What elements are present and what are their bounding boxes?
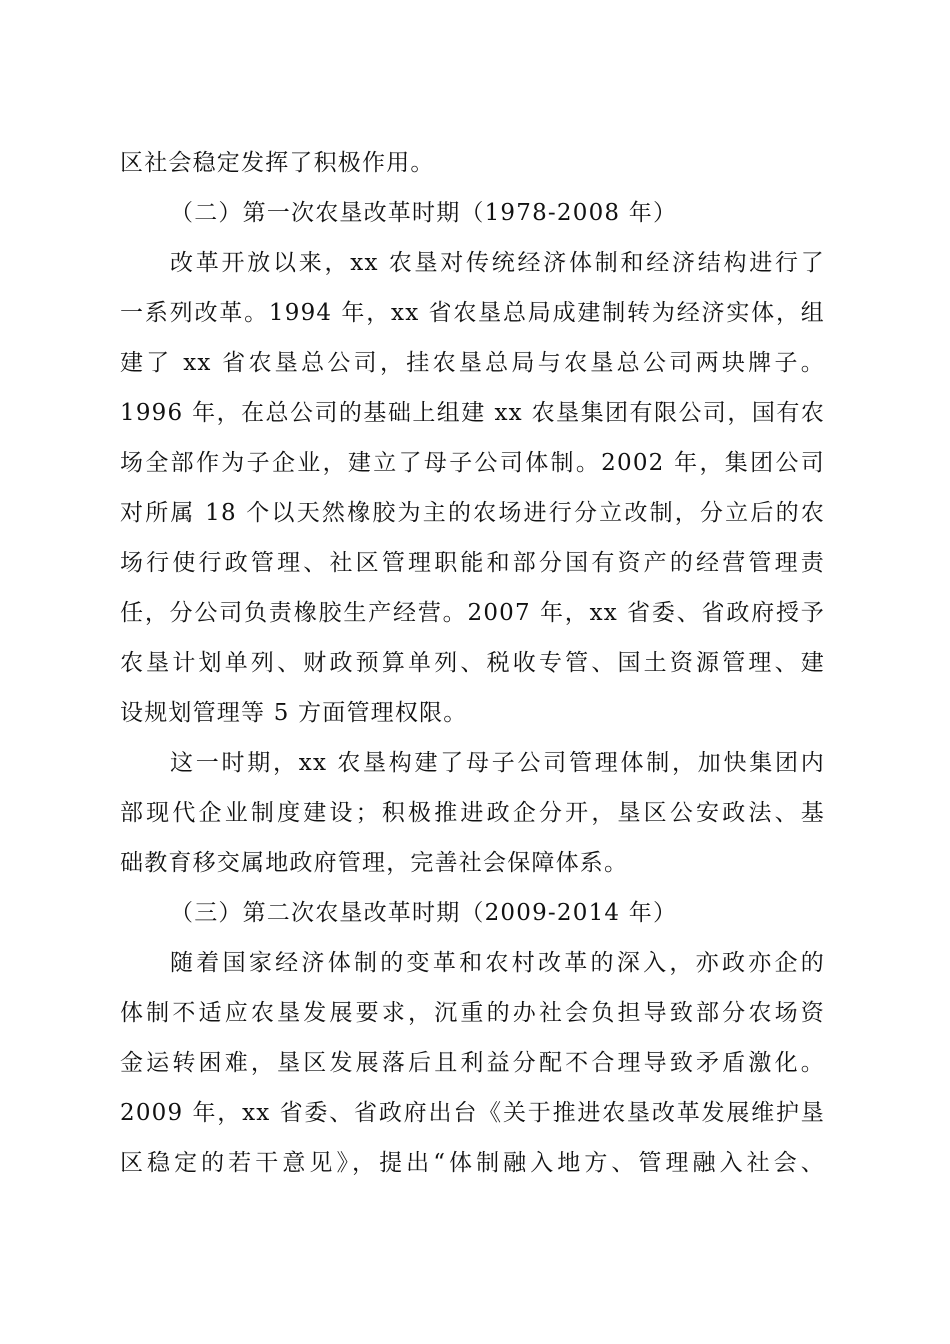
paragraph-line: 体制不适应农垦发展要求，沉重的办社会负担导致部分农场资 bbox=[120, 1000, 825, 1026]
paragraph-line: 础教育移交属地政府管理，完善社会保障体系。 bbox=[120, 850, 629, 876]
paragraph-line: 金运转困难，垦区发展落后且利益分配不合理导致矛盾激化。 bbox=[120, 1050, 825, 1076]
paragraph-line: 场行使行政管理、社区管理职能和部分国有资产的经营管理责 bbox=[120, 550, 825, 576]
paragraph-line: 建了 xx 省农垦总公司，挂农垦总局与农垦总公司两块牌子。 bbox=[120, 350, 825, 376]
paragraph-line: 区社会稳定发挥了积极作用。 bbox=[120, 150, 435, 176]
paragraph-line: 这一时期，xx 农垦构建了母子公司管理体制，加快集团内 bbox=[170, 750, 825, 776]
section-heading: （二）第一次农垦改革时期（1978-2008 年） bbox=[170, 200, 678, 226]
paragraph-line: 改革开放以来，xx 农垦对传统经济体制和经济结构进行了 bbox=[170, 250, 825, 276]
paragraph-line: 设规划管理等 5 方面管理权限。 bbox=[120, 700, 468, 726]
paragraph-line: 1996 年，在总公司的基础上组建 xx 农垦集团有限公司，国有农 bbox=[120, 400, 825, 426]
paragraph-line: 任，分公司负责橡胶生产经营。2007 年，xx 省委、省政府授予 bbox=[120, 600, 825, 626]
paragraph-line: 部现代企业制度建设；积极推进政企分开，垦区公安政法、基 bbox=[120, 800, 825, 826]
paragraph-line: 一系列改革。1994 年，xx 省农垦总局成建制转为经济实体，组 bbox=[120, 300, 825, 326]
paragraph-line: 农垦计划单列、财政预算单列、税收专管、国土资源管理、建 bbox=[120, 650, 825, 676]
section-heading: （三）第二次农垦改革时期（2009-2014 年） bbox=[170, 900, 678, 926]
paragraph-line: 对所属 18 个以天然橡胶为主的农场进行分立改制，分立后的农 bbox=[120, 500, 825, 526]
paragraph-line: 随着国家经济体制的变革和农村改革的深入，亦政亦企的 bbox=[170, 950, 825, 976]
paragraph-line: 2009 年，xx 省委、省政府出台《关于推进农垦改革发展维护垦 bbox=[120, 1100, 825, 1126]
paragraph-line: 区稳定的若干意见》，提出“体制融入地方、管理融入社会、 bbox=[120, 1150, 825, 1176]
paragraph-line: 场全部作为子企业，建立了母子公司体制。2002 年，集团公司 bbox=[120, 450, 825, 476]
